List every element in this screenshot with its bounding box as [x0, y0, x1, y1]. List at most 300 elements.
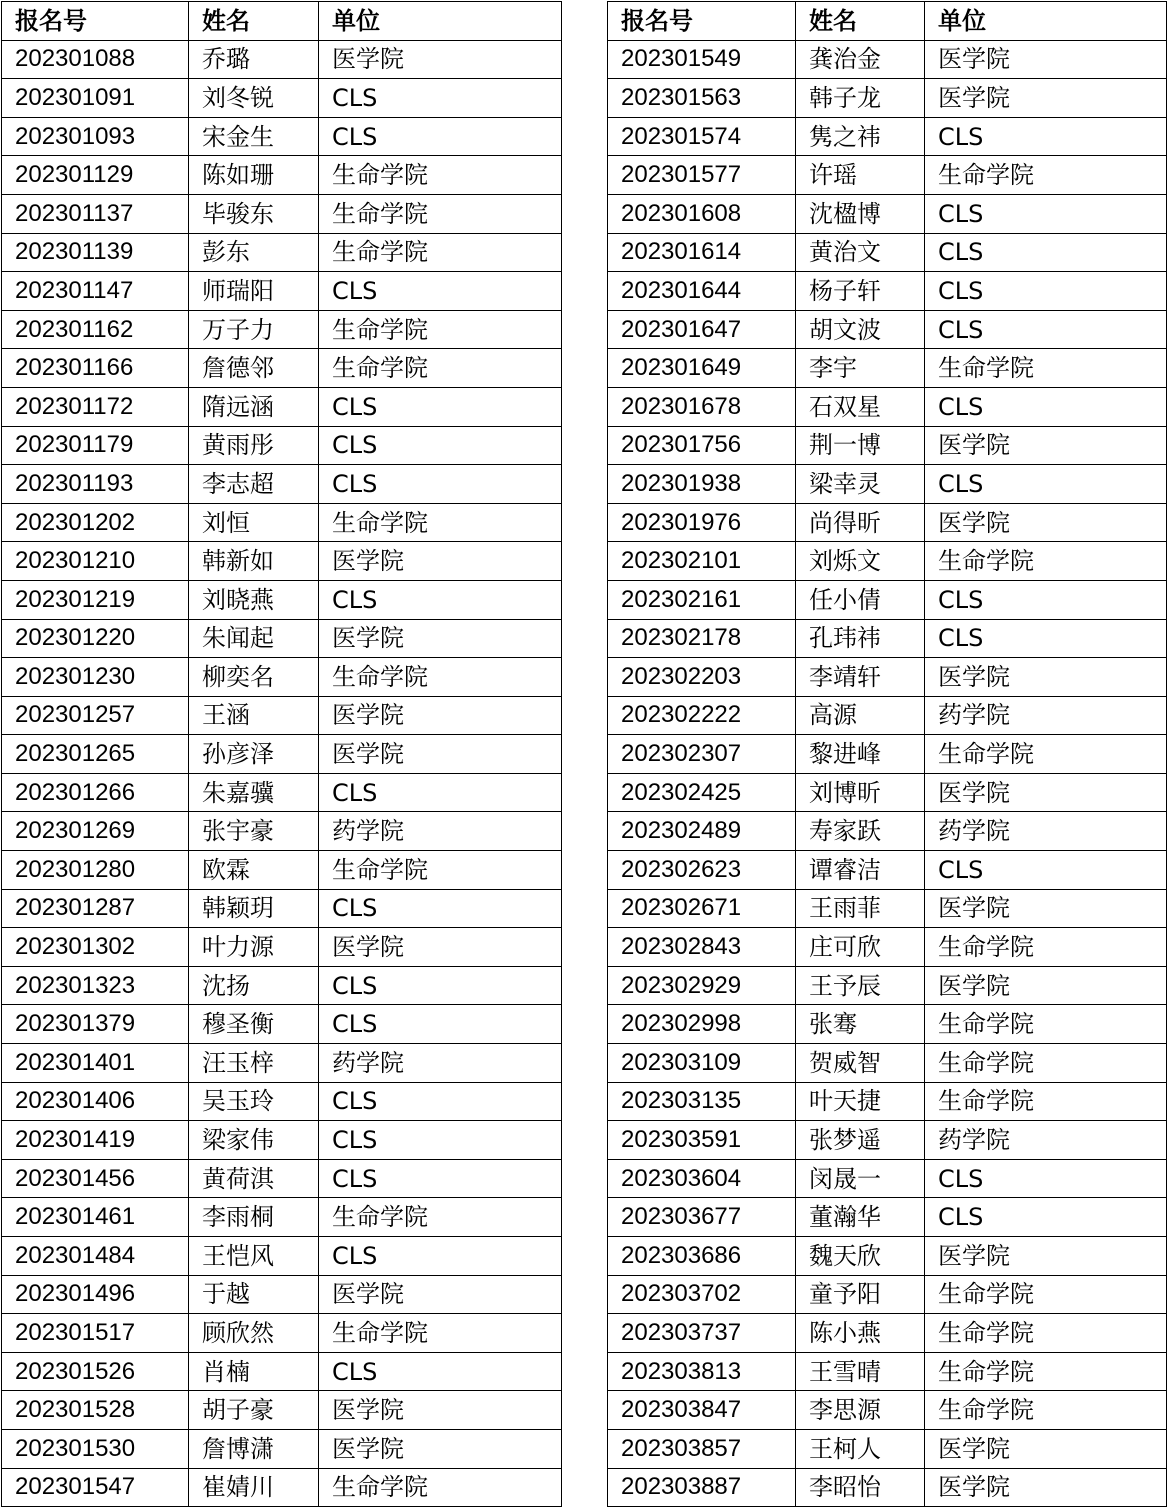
registration-number-cell: 202303686 — [608, 1237, 796, 1276]
name-cell: 王涵 — [189, 696, 319, 735]
name-cell: 魏天欣 — [796, 1237, 925, 1276]
table-row — [608, 773, 1167, 812]
table-row — [608, 1005, 1167, 1044]
table-row — [608, 465, 1167, 504]
registration-number-cell: 202301193 — [2, 465, 189, 504]
name-cell: 叶力源 — [189, 928, 319, 967]
name-cell: 李雨桐 — [189, 1198, 319, 1237]
unit-cell: CLS — [319, 1121, 562, 1160]
name-cell: 胡子豪 — [189, 1391, 319, 1430]
registration-number-cell: 202303591 — [608, 1121, 796, 1160]
unit-cell: 医学院 — [925, 966, 1167, 1005]
registration-number-cell: 202301526 — [2, 1352, 189, 1391]
name-cell: 柳奕名 — [189, 658, 319, 697]
table-row — [2, 1237, 562, 1276]
name-cell: 童予阳 — [796, 1275, 925, 1314]
registration-number-cell: 202301644 — [608, 272, 796, 311]
name-cell: 李昭怡 — [796, 1468, 925, 1507]
registration-number-cell: 202301129 — [2, 156, 189, 195]
name-cell: 刘烁文 — [796, 542, 925, 581]
unit-cell: 医学院 — [925, 1237, 1167, 1276]
unit-cell: CLS — [925, 851, 1167, 890]
unit-cell: 药学院 — [319, 1044, 562, 1083]
unit-cell: 医学院 — [319, 1391, 562, 1430]
registration-number-cell: 202301456 — [2, 1159, 189, 1198]
table-row — [2, 812, 562, 851]
registration-number-cell: 202302101 — [608, 542, 796, 581]
unit-cell: 药学院 — [925, 696, 1167, 735]
registration-number-cell: 202301147 — [2, 272, 189, 311]
registration-number-cell: 202303737 — [608, 1314, 796, 1353]
unit-cell: CLS — [319, 1237, 562, 1276]
name-cell: 黄治文 — [796, 233, 925, 272]
registration-number-cell: 202301210 — [2, 542, 189, 581]
table-row — [608, 1429, 1167, 1468]
registration-number-cell: 202301139 — [2, 233, 189, 272]
table-row — [2, 426, 562, 465]
registration-number-cell: 202301756 — [608, 426, 796, 465]
table-row — [608, 1275, 1167, 1314]
registration-number-cell: 202301088 — [2, 40, 189, 79]
name-cell: 詹博潇 — [189, 1429, 319, 1468]
registration-number-cell: 202301323 — [2, 966, 189, 1005]
table-row — [608, 619, 1167, 658]
table-row — [2, 349, 562, 388]
unit-cell: CLS — [925, 465, 1167, 504]
unit-cell: 生命学院 — [319, 194, 562, 233]
registration-number-cell: 202301547 — [2, 1468, 189, 1507]
name-cell: 韩颖玥 — [189, 889, 319, 928]
name-cell: 隋远涵 — [189, 387, 319, 426]
name-cell: 李靖轩 — [796, 658, 925, 697]
name-cell: 王柯人 — [796, 1429, 925, 1468]
unit-cell: CLS — [925, 194, 1167, 233]
table-row — [608, 194, 1167, 233]
registration-number-cell: 202301938 — [608, 465, 796, 504]
name-cell: 张梦遥 — [796, 1121, 925, 1160]
name-cell: 谭睿洁 — [796, 851, 925, 890]
unit-cell: CLS — [319, 272, 562, 311]
table-row — [2, 233, 562, 272]
registration-number-cell: 202301484 — [2, 1237, 189, 1276]
registration-number-cell: 202301563 — [608, 79, 796, 118]
table-row — [608, 40, 1167, 79]
name-cell: 韩新如 — [189, 542, 319, 581]
table-row — [608, 1082, 1167, 1121]
registration-number-cell: 202301287 — [2, 889, 189, 928]
name-cell: 梁家伟 — [189, 1121, 319, 1160]
registration-number-cell: 202303604 — [608, 1159, 796, 1198]
registration-number-cell: 202301379 — [2, 1005, 189, 1044]
unit-cell: 生命学院 — [925, 928, 1167, 967]
table-row — [608, 928, 1167, 967]
unit-cell: CLS — [925, 272, 1167, 311]
name-cell: 尚得昕 — [796, 503, 925, 542]
table-row — [2, 156, 562, 195]
unit-cell: 药学院 — [925, 1121, 1167, 1160]
registration-number-cell: 202301530 — [2, 1429, 189, 1468]
table-row — [608, 966, 1167, 1005]
name-cell: 朱闻起 — [189, 619, 319, 658]
table-row — [608, 735, 1167, 774]
registration-number-cell: 202303677 — [608, 1198, 796, 1237]
table-row — [2, 696, 562, 735]
unit-cell: 医学院 — [925, 503, 1167, 542]
registration-number-cell: 202303702 — [608, 1275, 796, 1314]
registration-number-cell: 202301266 — [2, 773, 189, 812]
unit-cell: 生命学院 — [925, 542, 1167, 581]
unit-cell: 医学院 — [925, 773, 1167, 812]
header-row — [608, 2, 1167, 41]
table-row — [608, 1468, 1167, 1507]
unit-cell: CLS — [319, 889, 562, 928]
unit-cell: 医学院 — [319, 1275, 562, 1314]
table-row — [2, 503, 562, 542]
unit-cell: 生命学院 — [319, 658, 562, 697]
unit-cell: CLS — [319, 580, 562, 619]
registration-number-cell: 202301220 — [2, 619, 189, 658]
unit-cell: CLS — [319, 79, 562, 118]
name-cell: 乔璐 — [189, 40, 319, 79]
table-row — [2, 889, 562, 928]
unit-cell: CLS — [319, 773, 562, 812]
name-cell: 高源 — [796, 696, 925, 735]
unit-cell: 生命学院 — [319, 1314, 562, 1353]
name-cell: 汪玉梓 — [189, 1044, 319, 1083]
registration-number-cell: 202301649 — [608, 349, 796, 388]
name-cell: 杨子轩 — [796, 272, 925, 311]
table-row — [608, 387, 1167, 426]
registration-number-cell: 202301179 — [2, 426, 189, 465]
registration-number-cell: 202301647 — [608, 310, 796, 349]
roster-body-right — [608, 40, 1167, 1507]
unit-cell: 医学院 — [319, 1429, 562, 1468]
registration-number-cell: 202301172 — [2, 387, 189, 426]
name-cell: 穆圣衡 — [189, 1005, 319, 1044]
table-row — [2, 542, 562, 581]
registration-number-cell: 202301577 — [608, 156, 796, 195]
unit-cell: 医学院 — [319, 40, 562, 79]
unit-cell: 生命学院 — [925, 735, 1167, 774]
table-row — [608, 233, 1167, 272]
name-cell: 刘博昕 — [796, 773, 925, 812]
table-row — [2, 1429, 562, 1468]
name-cell: 王予辰 — [796, 966, 925, 1005]
registration-number-cell: 202301091 — [2, 79, 189, 118]
registration-number-cell: 202302843 — [608, 928, 796, 967]
unit-cell: 医学院 — [925, 40, 1167, 79]
unit-cell: 医学院 — [319, 542, 562, 581]
name-cell: 万子力 — [189, 310, 319, 349]
registration-number-cell: 202302425 — [608, 773, 796, 812]
table-row — [608, 658, 1167, 697]
name-cell: 张骞 — [796, 1005, 925, 1044]
header-name: 姓名 — [189, 2, 319, 41]
unit-cell: CLS — [319, 426, 562, 465]
table-row — [2, 1275, 562, 1314]
unit-cell: 生命学院 — [319, 233, 562, 272]
name-cell: 毕骏东 — [189, 194, 319, 233]
registration-number-cell: 202303887 — [608, 1468, 796, 1507]
registration-number-cell: 202301280 — [2, 851, 189, 890]
name-cell: 任小倩 — [796, 580, 925, 619]
table-row — [2, 1468, 562, 1507]
table-row — [2, 773, 562, 812]
name-cell: 寿家跃 — [796, 812, 925, 851]
table-row — [608, 542, 1167, 581]
unit-cell: 医学院 — [925, 658, 1167, 697]
table-row — [2, 79, 562, 118]
unit-cell: 生命学院 — [925, 349, 1167, 388]
table-row — [608, 1044, 1167, 1083]
name-cell: 隽之祎 — [796, 117, 925, 156]
unit-cell: CLS — [925, 619, 1167, 658]
header-name: 姓名 — [796, 2, 925, 41]
unit-cell: CLS — [319, 1352, 562, 1391]
table-row — [2, 1121, 562, 1160]
registration-number-cell: 202301517 — [2, 1314, 189, 1353]
unit-cell: 药学院 — [319, 812, 562, 851]
registration-number-cell: 202301419 — [2, 1121, 189, 1160]
name-cell: 詹德邻 — [189, 349, 319, 388]
registration-number-cell: 202301406 — [2, 1082, 189, 1121]
name-cell: 崔婧川 — [189, 1468, 319, 1507]
table-row — [2, 1198, 562, 1237]
registration-number-cell: 202301496 — [2, 1275, 189, 1314]
name-cell: 吴玉玲 — [189, 1082, 319, 1121]
table-row — [2, 658, 562, 697]
header-unit: 单位 — [925, 2, 1167, 41]
registration-number-cell: 202302671 — [608, 889, 796, 928]
table-row — [608, 812, 1167, 851]
registration-number-cell: 202301269 — [2, 812, 189, 851]
table-row — [608, 851, 1167, 890]
unit-cell: 生命学院 — [925, 1044, 1167, 1083]
table-row — [2, 272, 562, 311]
registration-number-cell: 202303857 — [608, 1429, 796, 1468]
registration-number-cell: 202302178 — [608, 619, 796, 658]
name-cell: 沈楹博 — [796, 194, 925, 233]
name-cell: 梁幸灵 — [796, 465, 925, 504]
name-cell: 孔玮祎 — [796, 619, 925, 658]
table-row — [608, 503, 1167, 542]
name-cell: 朱嘉骥 — [189, 773, 319, 812]
table-row — [608, 156, 1167, 195]
table-row — [2, 928, 562, 967]
registration-number-cell: 202303135 — [608, 1082, 796, 1121]
table-row — [2, 310, 562, 349]
unit-cell: 医学院 — [319, 735, 562, 774]
name-cell: 黎进峰 — [796, 735, 925, 774]
unit-cell: CLS — [925, 580, 1167, 619]
name-cell: 王恺风 — [189, 1237, 319, 1276]
name-cell: 李志超 — [189, 465, 319, 504]
name-cell: 王雪晴 — [796, 1352, 925, 1391]
name-cell: 宋金生 — [189, 117, 319, 156]
name-cell: 彭东 — [189, 233, 319, 272]
registration-number-cell: 202303813 — [608, 1352, 796, 1391]
table-row — [608, 1121, 1167, 1160]
unit-cell: 生命学院 — [319, 156, 562, 195]
registration-number-cell: 202302203 — [608, 658, 796, 697]
unit-cell: 生命学院 — [319, 503, 562, 542]
table-row — [2, 1044, 562, 1083]
table-row — [2, 851, 562, 890]
roster-table-left — [1, 1, 562, 1507]
header-unit: 单位 — [319, 2, 562, 41]
name-cell: 刘恒 — [189, 503, 319, 542]
table-row — [608, 310, 1167, 349]
unit-cell: 生命学院 — [925, 156, 1167, 195]
table-row — [2, 1352, 562, 1391]
name-cell: 孙彦泽 — [189, 735, 319, 774]
unit-cell: 医学院 — [319, 928, 562, 967]
header-registration-number: 报名号 — [2, 2, 189, 41]
name-cell: 刘晓燕 — [189, 580, 319, 619]
table-row — [608, 1159, 1167, 1198]
registration-number-cell: 202301302 — [2, 928, 189, 967]
unit-cell: CLS — [319, 1082, 562, 1121]
registration-number-cell: 202301257 — [2, 696, 189, 735]
registration-number-cell: 202301265 — [2, 735, 189, 774]
unit-cell: 生命学院 — [319, 349, 562, 388]
unit-cell: CLS — [319, 1159, 562, 1198]
registration-number-cell: 202301162 — [2, 310, 189, 349]
unit-cell: CLS — [319, 465, 562, 504]
unit-cell: 医学院 — [925, 1468, 1167, 1507]
registration-number-cell: 202301202 — [2, 503, 189, 542]
table-row — [608, 1314, 1167, 1353]
table-row — [2, 387, 562, 426]
name-cell: 闵晟一 — [796, 1159, 925, 1198]
name-cell: 黄雨彤 — [189, 426, 319, 465]
name-cell: 顾欣然 — [189, 1314, 319, 1353]
table-row — [2, 966, 562, 1005]
registration-number-cell: 202301528 — [2, 1391, 189, 1430]
unit-cell: 生命学院 — [925, 1352, 1167, 1391]
table-row — [608, 272, 1167, 311]
unit-cell: CLS — [925, 387, 1167, 426]
name-cell: 叶天捷 — [796, 1082, 925, 1121]
unit-cell: 生命学院 — [319, 1468, 562, 1507]
unit-cell: 医学院 — [319, 696, 562, 735]
table-row — [2, 1314, 562, 1353]
table-row — [608, 1391, 1167, 1430]
unit-cell: 生命学院 — [319, 851, 562, 890]
registration-number-cell: 202301461 — [2, 1198, 189, 1237]
name-cell: 董瀚华 — [796, 1198, 925, 1237]
name-cell: 龚治金 — [796, 40, 925, 79]
table-row — [608, 1198, 1167, 1237]
registration-number-cell: 202301678 — [608, 387, 796, 426]
header-row — [2, 2, 562, 41]
table-row — [2, 580, 562, 619]
name-cell: 庄可欣 — [796, 928, 925, 967]
registration-number-cell: 202302623 — [608, 851, 796, 890]
name-cell: 贺威智 — [796, 1044, 925, 1083]
unit-cell: CLS — [925, 233, 1167, 272]
unit-cell: 生命学院 — [925, 1275, 1167, 1314]
roster-body-left — [2, 40, 562, 1507]
unit-cell: CLS — [319, 1005, 562, 1044]
table-row — [2, 1005, 562, 1044]
unit-cell: 生命学院 — [925, 1391, 1167, 1430]
name-cell: 胡文波 — [796, 310, 925, 349]
name-cell: 于越 — [189, 1275, 319, 1314]
name-cell: 肖楠 — [189, 1352, 319, 1391]
table-row — [2, 465, 562, 504]
unit-cell: 医学院 — [925, 426, 1167, 465]
name-cell: 欧霖 — [189, 851, 319, 890]
header-registration-number: 报名号 — [608, 2, 796, 41]
name-cell: 李宇 — [796, 349, 925, 388]
name-cell: 荆一博 — [796, 426, 925, 465]
unit-cell: CLS — [319, 966, 562, 1005]
name-cell: 王雨菲 — [796, 889, 925, 928]
registration-number-cell: 202302489 — [608, 812, 796, 851]
table-row — [2, 619, 562, 658]
name-cell: 刘冬锐 — [189, 79, 319, 118]
name-cell: 陈如珊 — [189, 156, 319, 195]
registration-number-cell: 202302998 — [608, 1005, 796, 1044]
table-row — [608, 426, 1167, 465]
unit-cell: 生命学院 — [925, 1314, 1167, 1353]
table-row — [2, 194, 562, 233]
registration-number-cell: 202301976 — [608, 503, 796, 542]
name-cell: 黄荷淇 — [189, 1159, 319, 1198]
table-row — [608, 1352, 1167, 1391]
registration-number-cell: 202302222 — [608, 696, 796, 735]
registration-number-cell: 202301093 — [2, 117, 189, 156]
name-cell: 韩子龙 — [796, 79, 925, 118]
table-row — [2, 1082, 562, 1121]
unit-cell: CLS — [925, 1198, 1167, 1237]
registration-number-cell: 202303109 — [608, 1044, 796, 1083]
name-cell: 陈小燕 — [796, 1314, 925, 1353]
unit-cell: 生命学院 — [925, 1082, 1167, 1121]
unit-cell: 生命学院 — [319, 310, 562, 349]
table-row — [2, 40, 562, 79]
registration-number-cell: 202301166 — [2, 349, 189, 388]
registration-number-cell: 202301574 — [608, 117, 796, 156]
roster-table-right — [607, 1, 1167, 1507]
table-row — [608, 580, 1167, 619]
unit-cell: CLS — [319, 387, 562, 426]
unit-cell: 医学院 — [319, 619, 562, 658]
name-cell: 张宇豪 — [189, 812, 319, 851]
table-row — [2, 117, 562, 156]
registration-number-cell: 202301219 — [2, 580, 189, 619]
registration-number-cell: 202301614 — [608, 233, 796, 272]
unit-cell: 医学院 — [925, 1429, 1167, 1468]
unit-cell: 生命学院 — [319, 1198, 562, 1237]
name-cell: 李思源 — [796, 1391, 925, 1430]
name-cell: 沈扬 — [189, 966, 319, 1005]
name-cell: 师瑞阳 — [189, 272, 319, 311]
table-row — [2, 735, 562, 774]
unit-cell: 药学院 — [925, 812, 1167, 851]
registration-number-cell: 202303847 — [608, 1391, 796, 1430]
table-row — [608, 117, 1167, 156]
registration-number-cell: 202302929 — [608, 966, 796, 1005]
unit-cell: CLS — [925, 310, 1167, 349]
table-row — [608, 349, 1167, 388]
registration-number-cell: 202302161 — [608, 580, 796, 619]
registration-number-cell: 202301137 — [2, 194, 189, 233]
name-cell: 许瑶 — [796, 156, 925, 195]
table-row — [608, 1237, 1167, 1276]
unit-cell: 生命学院 — [925, 1005, 1167, 1044]
